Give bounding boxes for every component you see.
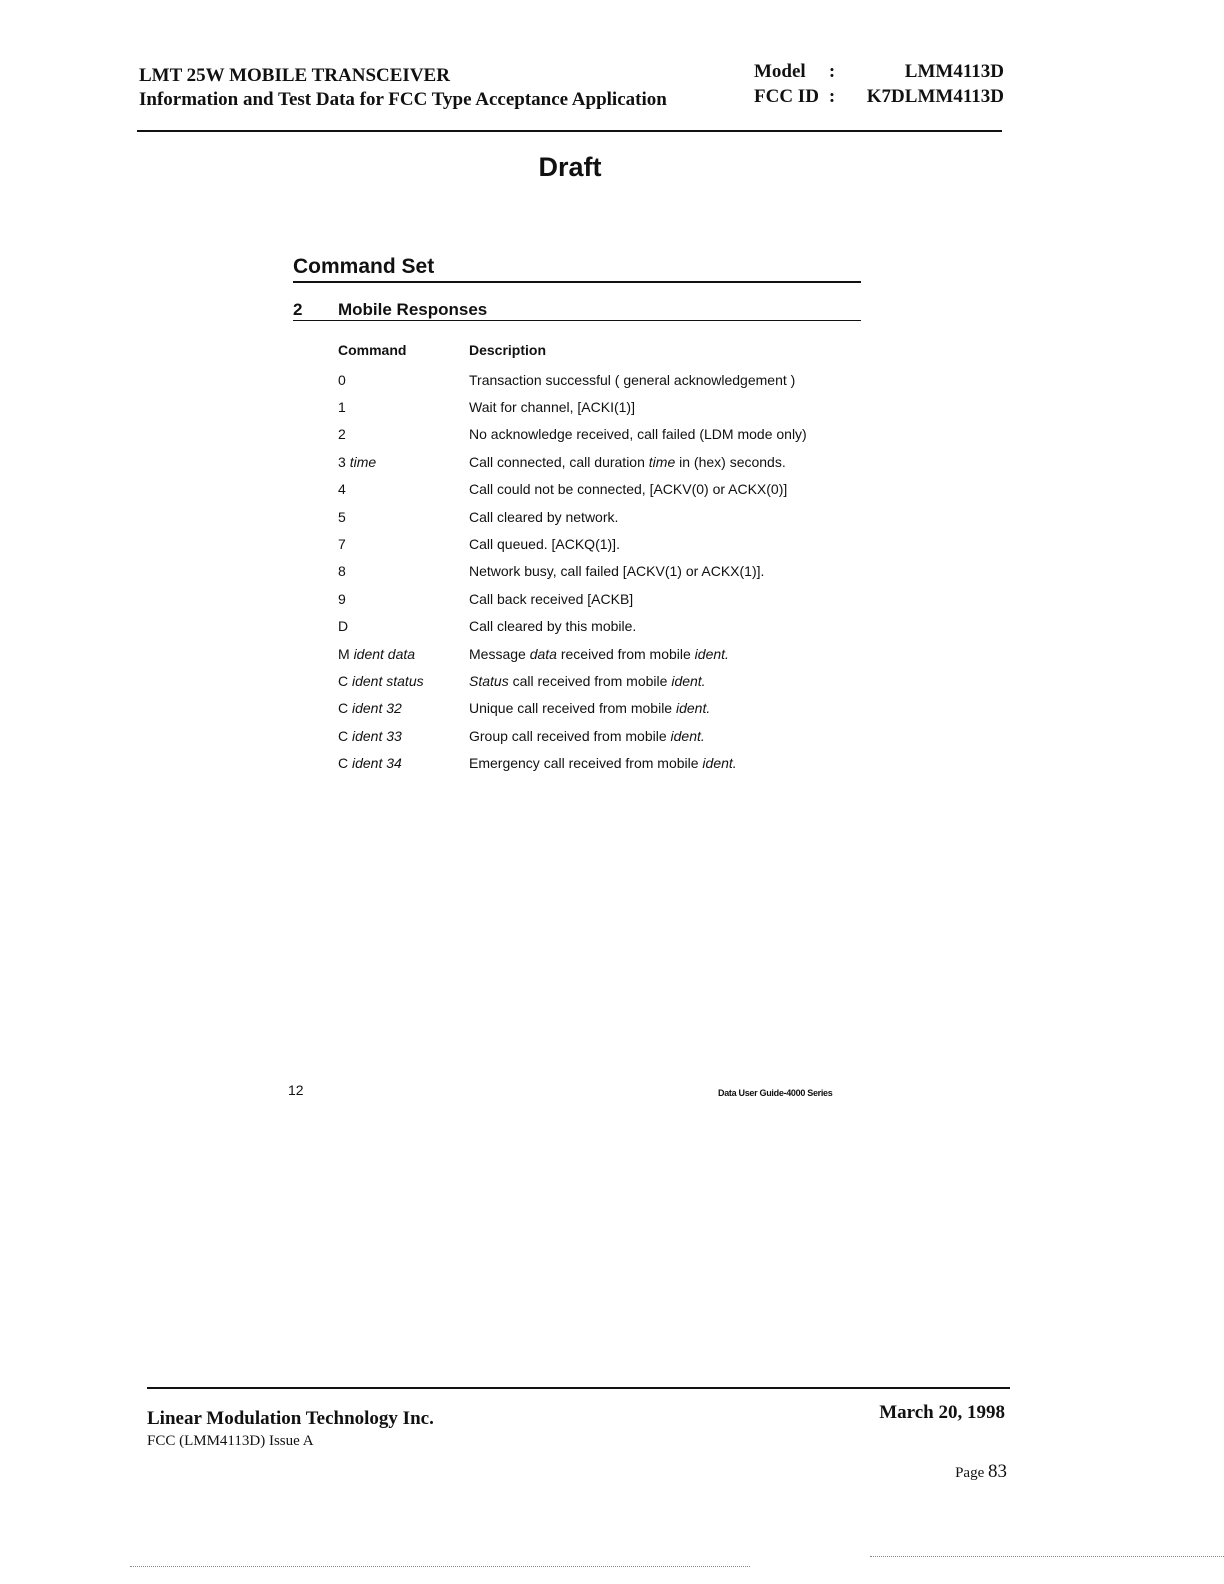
description-cell bbox=[469, 563, 876, 579]
footer-page bbox=[900, 1461, 1007, 1483]
command-cell-text: 1 bbox=[338, 399, 346, 416]
command-cell-text: ident status bbox=[352, 672, 424, 689]
description-cell-text: Call queued. [ACKQ(1)]. bbox=[469, 536, 620, 553]
table-row bbox=[336, 530, 876, 557]
command-cell-text: time bbox=[349, 453, 377, 470]
description-cell bbox=[469, 509, 876, 525]
description-cell-text: No acknowledge received, call failed (LDM mode only) bbox=[469, 426, 807, 443]
description-cell-text: ident. bbox=[702, 755, 737, 772]
description-cell-text: Network busy, call failed [ACKV(1) or ACKX(1)]. bbox=[469, 563, 765, 580]
footer-company: Linear Modulation Technology Inc. bbox=[147, 1408, 434, 1429]
description-cell-text: call received from mobile bbox=[508, 672, 672, 689]
description-cell bbox=[469, 426, 876, 442]
command-cell-text: 2 bbox=[338, 426, 346, 443]
subsection-rule bbox=[293, 320, 861, 321]
footer-rule bbox=[147, 1387, 1010, 1389]
model-value: LMM4113D bbox=[904, 61, 1004, 82]
model-row bbox=[754, 59, 1004, 84]
footer-page-number: 83 bbox=[988, 1461, 1007, 1482]
table-row bbox=[336, 722, 876, 749]
section-title: Command Set bbox=[293, 255, 435, 278]
model-separator: : bbox=[828, 61, 836, 82]
table-row bbox=[336, 421, 876, 448]
description-cell-text: Status bbox=[469, 672, 509, 689]
description-cell-text: ident. bbox=[694, 645, 729, 662]
description-cell-text: Call cleared by this mobile. bbox=[469, 618, 637, 635]
command-cell-text: M bbox=[338, 645, 354, 662]
description-cell-text: Call back received [ACKB] bbox=[469, 590, 634, 607]
table-body bbox=[336, 366, 876, 777]
description-cell bbox=[469, 481, 876, 497]
table-row bbox=[336, 476, 876, 503]
command-cell-text: 7 bbox=[338, 536, 346, 553]
column-header-command: Command bbox=[338, 342, 407, 358]
command-cell-text: D bbox=[338, 618, 349, 635]
subsection-title: Mobile Responses bbox=[338, 300, 488, 319]
table-row bbox=[336, 558, 876, 585]
description-cell bbox=[469, 591, 876, 607]
command-cell bbox=[336, 673, 469, 689]
document-header-title bbox=[139, 64, 667, 112]
command-cell-text: ident 34 bbox=[352, 755, 402, 772]
command-cell bbox=[336, 426, 469, 442]
description-cell bbox=[469, 454, 876, 470]
command-cell-text: 0 bbox=[338, 371, 346, 388]
description-cell bbox=[469, 536, 876, 552]
description-cell bbox=[469, 399, 876, 415]
description-cell-text: Call could not be connected, [ACKV(0) or ACKX(0)] bbox=[469, 481, 788, 498]
command-cell bbox=[336, 481, 469, 497]
footer-date: March 20, 1998 bbox=[879, 1402, 1005, 1423]
header-rule bbox=[137, 130, 1002, 132]
command-cell bbox=[336, 618, 469, 634]
command-cell-text: C bbox=[338, 700, 352, 717]
description-cell-text: Message bbox=[469, 645, 530, 662]
table-row bbox=[336, 613, 876, 640]
guide-title: Data User Guide-4000 Series bbox=[718, 1088, 833, 1098]
command-cell-text: ident data bbox=[353, 645, 416, 662]
command-cell bbox=[336, 563, 469, 579]
command-cell-text: 4 bbox=[338, 481, 346, 498]
command-cell bbox=[336, 700, 469, 716]
inner-page-number: 12 bbox=[288, 1082, 304, 1098]
scan-artifact-line bbox=[870, 1556, 1224, 1557]
description-cell bbox=[469, 646, 876, 662]
description-cell-text: Group call received from mobile bbox=[469, 727, 671, 744]
document-header-ids bbox=[754, 59, 1004, 109]
table-row bbox=[336, 366, 876, 393]
fccid-row bbox=[754, 84, 1004, 109]
fccid-value: K7DLMM4113D bbox=[866, 86, 1004, 107]
description-cell-text: Unique call received from mobile bbox=[469, 700, 676, 717]
command-cell-text: C bbox=[338, 755, 352, 772]
fccid-separator: : bbox=[828, 86, 836, 107]
description-cell bbox=[469, 728, 876, 744]
command-cell-text: 3 bbox=[338, 453, 350, 470]
table-row bbox=[336, 448, 876, 475]
table-row bbox=[336, 585, 876, 612]
scan-artifact-line bbox=[130, 1566, 750, 1567]
model-label: Model bbox=[754, 61, 806, 82]
table-row bbox=[336, 640, 876, 667]
description-cell-text: Wait for channel, [ACKI(1)] bbox=[469, 399, 635, 416]
command-cell-text: C bbox=[338, 727, 352, 744]
column-header-description: Description bbox=[469, 342, 547, 358]
section-rule bbox=[293, 281, 861, 283]
description-cell bbox=[469, 700, 876, 716]
description-cell-text: received from mobile bbox=[556, 645, 695, 662]
command-cell-text: 9 bbox=[338, 590, 346, 607]
description-cell-text: time bbox=[648, 453, 676, 470]
command-cell-text: ident 32 bbox=[352, 700, 402, 717]
description-cell-text: Call cleared by network. bbox=[469, 508, 619, 525]
description-cell-text: Emergency call received from mobile bbox=[469, 755, 703, 772]
command-cell bbox=[336, 454, 469, 470]
fccid-label: FCC ID bbox=[754, 86, 819, 107]
command-table bbox=[336, 342, 876, 777]
command-cell-text: 5 bbox=[338, 508, 346, 525]
command-cell bbox=[336, 728, 469, 744]
description-cell bbox=[469, 618, 876, 634]
footer-issue: FCC (LMM4113D) Issue A bbox=[147, 1433, 314, 1449]
command-cell bbox=[336, 372, 469, 388]
table-row bbox=[336, 393, 876, 420]
command-cell-text: ident 33 bbox=[352, 727, 402, 744]
description-cell-text: Transaction successful ( general acknowledgement ) bbox=[469, 371, 796, 388]
command-cell bbox=[336, 399, 469, 415]
command-cell-text: C bbox=[338, 672, 352, 689]
description-cell bbox=[469, 372, 876, 388]
description-cell bbox=[469, 755, 876, 771]
command-cell bbox=[336, 536, 469, 552]
header-title-line1: LMT 25W MOBILE TRANSCEIVER bbox=[139, 65, 450, 86]
footer-page-label: Page bbox=[955, 1465, 985, 1481]
description-cell bbox=[469, 673, 876, 689]
description-cell-text: ident. bbox=[671, 672, 706, 689]
description-cell-text: data bbox=[529, 645, 557, 662]
description-cell-text: ident. bbox=[670, 727, 705, 744]
command-cell-text: 8 bbox=[338, 563, 346, 580]
command-cell bbox=[336, 509, 469, 525]
description-cell-text: Call connected, call duration bbox=[469, 453, 649, 470]
command-cell bbox=[336, 646, 469, 662]
command-cell bbox=[336, 591, 469, 607]
command-cell bbox=[336, 755, 469, 771]
subsection-number: 2 bbox=[293, 300, 303, 319]
table-row bbox=[336, 667, 876, 694]
header-title-line2: Information and Test Data for FCC Type Acceptance Application bbox=[139, 89, 667, 110]
description-cell-text: ident. bbox=[675, 700, 711, 717]
table-row bbox=[336, 695, 876, 722]
table-row bbox=[336, 749, 876, 776]
draft-label: Draft bbox=[538, 152, 602, 182]
description-cell-text: in (hex) seconds. bbox=[675, 453, 786, 470]
table-header-row bbox=[336, 342, 876, 366]
table-row bbox=[336, 503, 876, 530]
